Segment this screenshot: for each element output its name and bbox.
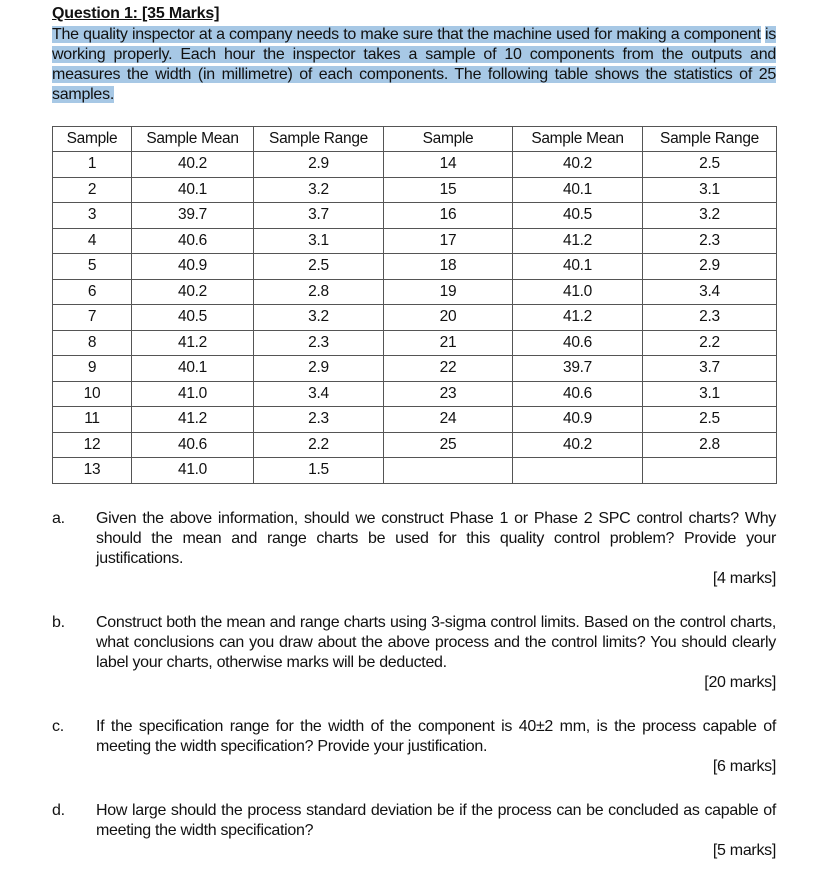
question-intro bbox=[52, 25, 776, 105]
part-marks: [6 marks] bbox=[712, 757, 776, 775]
table-cell: 40.6 bbox=[513, 330, 643, 356]
table-cell: 41.0 bbox=[513, 279, 643, 305]
statistics-table bbox=[52, 126, 777, 484]
part-label: b. bbox=[52, 613, 65, 631]
table-cell: 2.3 bbox=[643, 228, 777, 254]
table-cell: 3.7 bbox=[254, 203, 384, 229]
table-cell: 40.1 bbox=[513, 254, 643, 280]
table-cell: 7 bbox=[53, 305, 132, 331]
header-sample-mean-2: Sample Mean bbox=[513, 127, 643, 152]
table-cell: 41.2 bbox=[132, 407, 254, 433]
header-sample-range: Sample Range bbox=[254, 127, 384, 152]
table-cell: 40.2 bbox=[132, 279, 254, 305]
table-cell: 2.8 bbox=[643, 432, 777, 458]
table-row bbox=[53, 356, 777, 382]
table-cell: 2.9 bbox=[254, 152, 384, 178]
table-cell: 40.1 bbox=[513, 177, 643, 203]
table-cell: 8 bbox=[53, 330, 132, 356]
table-row bbox=[53, 305, 777, 331]
table-cell: 41.2 bbox=[513, 228, 643, 254]
part-a bbox=[52, 509, 776, 589]
table-cell: 40.5 bbox=[513, 203, 643, 229]
table-cell: 40.2 bbox=[132, 152, 254, 178]
table-cell: 16 bbox=[384, 203, 513, 229]
intro-line: is working properly. Each hour the inspector takes a sample of 10 components from the outputs and bbox=[52, 26, 777, 63]
table-cell: 40.2 bbox=[513, 432, 643, 458]
part-text: How large should the process standard deviation be if the process can be concluded as capable of meeting the width specification? bbox=[96, 801, 776, 839]
table-cell: 40.6 bbox=[132, 432, 254, 458]
table-cell: 14 bbox=[384, 152, 513, 178]
table-row bbox=[53, 279, 777, 305]
table-cell bbox=[513, 458, 643, 484]
table-cell: 10 bbox=[53, 381, 132, 407]
table-cell: 18 bbox=[384, 254, 513, 280]
table-row bbox=[53, 407, 777, 433]
table-cell: 1 bbox=[53, 152, 132, 178]
table-cell: 39.7 bbox=[513, 356, 643, 382]
table-row bbox=[53, 432, 777, 458]
table-cell: 41.0 bbox=[132, 381, 254, 407]
table-row bbox=[53, 330, 777, 356]
header-sample: Sample bbox=[53, 127, 132, 152]
part-d bbox=[52, 801, 776, 861]
intro-line: samples. bbox=[52, 86, 115, 103]
part-b bbox=[52, 613, 776, 693]
table-cell: 25 bbox=[384, 432, 513, 458]
table-cell: 13 bbox=[53, 458, 132, 484]
table-cell: 15 bbox=[384, 177, 513, 203]
part-marks: [4 marks] bbox=[712, 569, 776, 587]
table-cell: 20 bbox=[384, 305, 513, 331]
table-cell bbox=[384, 458, 513, 484]
part-label: c. bbox=[52, 717, 64, 735]
table-cell: 40.2 bbox=[513, 152, 643, 178]
table-row bbox=[53, 254, 777, 280]
table-cell: 2.2 bbox=[643, 330, 777, 356]
table-cell: 2.9 bbox=[643, 254, 777, 280]
part-text: If the specification range for the width of the component is 40±2 mm, is the process capable of meeting the width specification? Provide your justification. bbox=[96, 717, 776, 755]
table-cell: 3.1 bbox=[643, 381, 777, 407]
question-parts bbox=[52, 509, 776, 861]
part-c bbox=[52, 717, 776, 777]
header-sample-range-2: Sample Range bbox=[643, 127, 777, 152]
table-header-row bbox=[53, 127, 777, 152]
table-cell: 39.7 bbox=[132, 203, 254, 229]
table-cell: 40.6 bbox=[513, 381, 643, 407]
part-marks: [5 marks] bbox=[712, 841, 776, 859]
intro-line: The quality inspector at a company needs to make sure that the machine used for making a component bbox=[52, 26, 761, 43]
part-label: d. bbox=[52, 801, 65, 819]
table-cell: 40.9 bbox=[132, 254, 254, 280]
table-cell: 19 bbox=[384, 279, 513, 305]
table-row bbox=[53, 203, 777, 229]
table-cell: 3 bbox=[53, 203, 132, 229]
table-cell: 5 bbox=[53, 254, 132, 280]
document bbox=[52, 4, 776, 885]
table-cell: 2.3 bbox=[254, 330, 384, 356]
table-cell: 24 bbox=[384, 407, 513, 433]
table-row bbox=[53, 228, 777, 254]
table-cell: 2.5 bbox=[254, 254, 384, 280]
table-cell: 11 bbox=[53, 407, 132, 433]
table-row bbox=[53, 381, 777, 407]
table-cell: 3.2 bbox=[643, 203, 777, 229]
table-cell: 2.5 bbox=[643, 152, 777, 178]
table-cell: 3.7 bbox=[643, 356, 777, 382]
table-cell: 40.1 bbox=[132, 356, 254, 382]
table-cell: 2.9 bbox=[254, 356, 384, 382]
table-cell: 3.2 bbox=[254, 305, 384, 331]
part-marks: [20 marks] bbox=[704, 673, 776, 691]
table-cell: 2 bbox=[53, 177, 132, 203]
question-title: Question 1: [35 Marks] bbox=[52, 5, 220, 22]
table-cell: 2.3 bbox=[254, 407, 384, 433]
table-row bbox=[53, 458, 777, 484]
table-cell: 3.1 bbox=[254, 228, 384, 254]
table-cell: 3.4 bbox=[254, 381, 384, 407]
table-cell bbox=[643, 458, 777, 484]
table-cell: 1.5 bbox=[254, 458, 384, 484]
table-cell: 3.1 bbox=[643, 177, 777, 203]
table-cell: 41.0 bbox=[132, 458, 254, 484]
table-cell: 41.2 bbox=[132, 330, 254, 356]
table-cell: 41.2 bbox=[513, 305, 643, 331]
part-text: Construct both the mean and range charts using 3-sigma control limits. Based on the control charts, what conclusions can you draw about the above process and the control limits? You should clearly label your charts, otherwise marks will be deducted. bbox=[96, 613, 776, 671]
table-cell: 40.9 bbox=[513, 407, 643, 433]
table-cell: 21 bbox=[384, 330, 513, 356]
header-sample-mean: Sample Mean bbox=[132, 127, 254, 152]
part-text: Given the above information, should we construct Phase 1 or Phase 2 SPC control charts? Why should the mean and range charts be used for this quality control problem? Provide your justifications. bbox=[96, 509, 776, 567]
table-row bbox=[53, 152, 777, 178]
table-cell: 17 bbox=[384, 228, 513, 254]
table-cell: 2.2 bbox=[254, 432, 384, 458]
table-cell: 40.1 bbox=[132, 177, 254, 203]
table-cell: 12 bbox=[53, 432, 132, 458]
table-cell: 40.6 bbox=[132, 228, 254, 254]
header-sample-2: Sample bbox=[384, 127, 513, 152]
table-cell: 2.3 bbox=[643, 305, 777, 331]
table-cell: 4 bbox=[53, 228, 132, 254]
intro-line: measures the width (in millimetre) of each components. The following table shows the statistics of 25 bbox=[52, 66, 776, 83]
table-cell: 2.8 bbox=[254, 279, 384, 305]
table-cell: 2.5 bbox=[643, 407, 777, 433]
table-cell: 9 bbox=[53, 356, 132, 382]
table-cell: 3.2 bbox=[254, 177, 384, 203]
part-label: a. bbox=[52, 509, 65, 527]
table-cell: 40.5 bbox=[132, 305, 254, 331]
table-cell: 6 bbox=[53, 279, 132, 305]
table-cell: 23 bbox=[384, 381, 513, 407]
table-cell: 3.4 bbox=[643, 279, 777, 305]
table-cell: 22 bbox=[384, 356, 513, 382]
table-row bbox=[53, 177, 777, 203]
